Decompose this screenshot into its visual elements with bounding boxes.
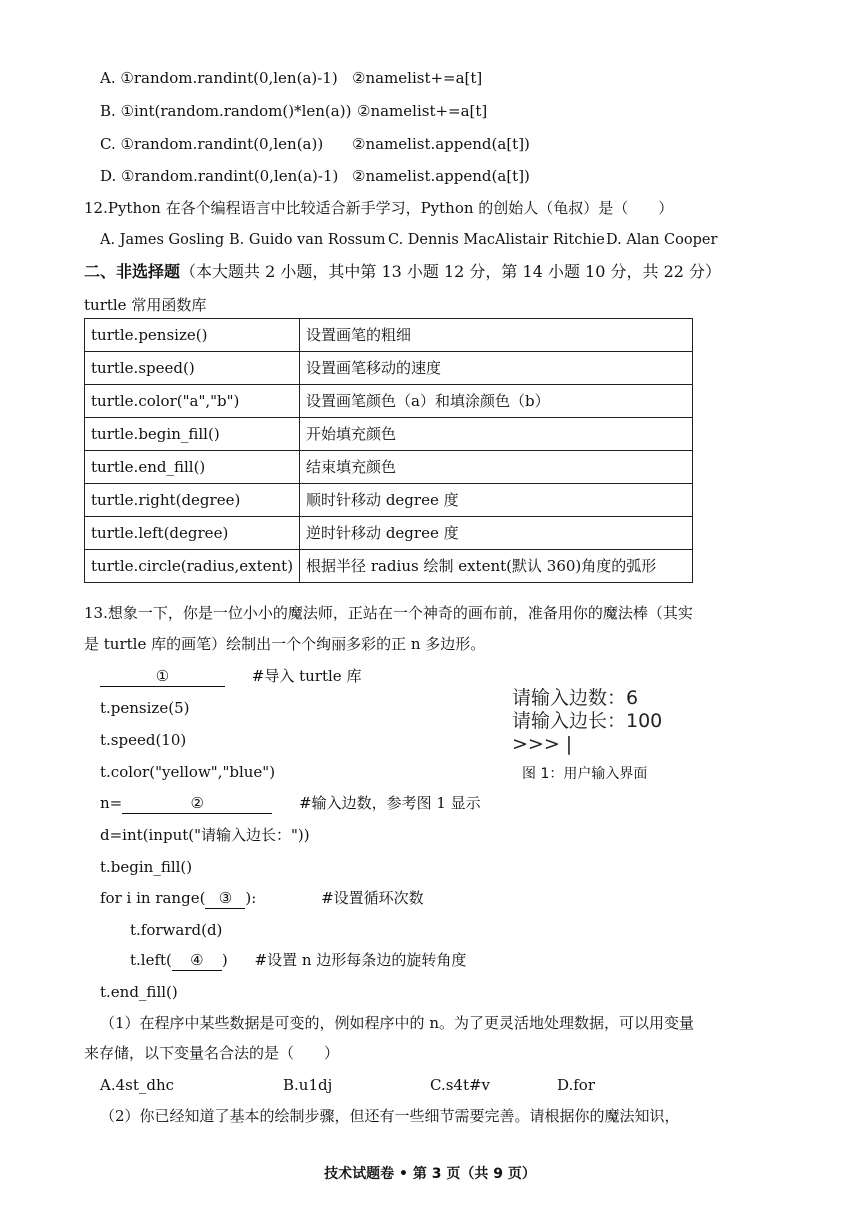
func-desc: 设置画笔颜色（a）和填涂颜色（b） [300, 385, 693, 418]
section2-heading [84, 262, 721, 282]
table-row [85, 484, 693, 517]
turtle-function-table [84, 318, 693, 583]
q12-option-c: C. Dennis MacAlistair Ritchie [388, 232, 605, 248]
q12-stem: 12.Python 在各个编程语言中比较适合新手学习，Python 的创始人（龟叔）是（ ） [84, 199, 674, 217]
q11-option-b: B. ①int(random.random()*len(a)) [100, 102, 352, 120]
table-row [85, 550, 693, 583]
blank-2: ② [122, 793, 272, 814]
table-row [85, 352, 693, 385]
q13-sub1-option-c: C.s4t#v [430, 1076, 491, 1094]
q11-option-a: A. ①random.randint(0,len(a)-1) [100, 69, 338, 87]
q12-option-b: B. Guido van Rossum [229, 232, 386, 248]
code-line-1 [100, 666, 361, 687]
table-row [85, 517, 693, 550]
func-name: turtle.speed() [85, 352, 300, 385]
q11-option-b-part2: ②namelist+=a[t] [357, 102, 488, 120]
func-name: turtle.color("a","b") [85, 385, 300, 418]
q13-sub2-stem: （2）你已经知道了基本的绘制步骤，但还有一些细节需要完善。请根据你的魔法知识， [100, 1107, 680, 1125]
q11-option-d: D. ①random.randint(0,len(a)-1) [100, 167, 339, 185]
q13-stem-line1: 13.想象一下，你是一位小小的魔法师，正站在一个神奇的画布前，准备用你的魔法棒（其实 [84, 604, 693, 622]
code-comment: #导入 turtle 库 [251, 667, 362, 685]
func-name: turtle.left(degree) [85, 517, 300, 550]
figure-caption: 图 1：用户输入界面 [522, 766, 648, 782]
q13-sub1-option-a: A.4st_dhc [100, 1076, 175, 1094]
code-comment: #设置 n 边形每条边的旋转角度 [254, 951, 467, 969]
func-desc: 顺时针移动 degree 度 [300, 484, 693, 517]
section2-title: 二、非选择题 [84, 262, 181, 281]
func-name: turtle.pensize() [85, 319, 300, 352]
code-line-4: t.color("yellow","blue") [100, 763, 276, 781]
code-line-6: d=int(input("请输入边长：")) [100, 826, 310, 844]
q13-sub1-option-b: B.u1dj [283, 1076, 333, 1094]
code-comment: #设置循环次数 [321, 889, 424, 907]
table-row [85, 418, 693, 451]
blank-3: ③ [205, 888, 245, 909]
q11-option-c: C. ①random.randint(0,len(a)) [100, 135, 324, 153]
func-name: turtle.circle(radius,extent) [85, 550, 300, 583]
q12-option-d: D. Alan Cooper [606, 232, 718, 248]
code-line-11: t.end_fill() [100, 983, 178, 1001]
func-desc: 设置画笔的粗细 [300, 319, 693, 352]
func-desc: 逆时针移动 degree 度 [300, 517, 693, 550]
q11-option-c-part2: ②namelist.append(a[t]) [352, 135, 530, 153]
code-line-2: t.pensize(5) [100, 699, 190, 717]
func-name: turtle.end_fill() [85, 451, 300, 484]
table-row [85, 319, 693, 352]
q13-sub1-stem-line2: 来存储，以下变量名合法的是（ ） [84, 1044, 340, 1062]
section2-desc: （本大题共 2 小题，其中第 13 小题 12 分，第 14 小题 10 分，共 22 分） [180, 262, 722, 281]
q11-option-d-part2: ②namelist.append(a[t]) [352, 167, 530, 185]
q11-option-a-part2: ②namelist+=a[t] [352, 69, 483, 87]
table-row [85, 385, 693, 418]
page-footer: 技术试题卷 • 第 3 页（共 9 页） [324, 1166, 536, 1182]
code-comment: #输入边数，参考图 1 显示 [299, 794, 481, 812]
func-desc: 开始填充颜色 [300, 418, 693, 451]
q13-sub1-option-d: D.for [557, 1076, 596, 1094]
console-figure [512, 687, 662, 756]
code-line-8: for i in range( ③ ): #设置循环次数 [100, 889, 424, 907]
code-line-5: n= ② #输入边数，参考图 1 显示 [100, 794, 481, 812]
q13-stem-line2: 是 turtle 库的画笔）绘制出一个个绚丽多彩的正 n 多边形。 [84, 635, 486, 653]
code-line-7: t.begin_fill() [100, 858, 193, 876]
code-line-10: t.left( ④ ) #设置 n 边形每条边的旋转角度 [130, 951, 467, 969]
func-desc: 根据半径 radius 绘制 extent(默认 360)角度的弧形 [300, 550, 693, 583]
q12-option-a: A. James Gosling [100, 232, 225, 248]
turtle-lib-caption: turtle 常用函数库 [84, 296, 207, 314]
func-desc: 设置画笔移动的速度 [300, 352, 693, 385]
func-name: turtle.right(degree) [85, 484, 300, 517]
console-line: 请输入边数：6 [512, 687, 639, 709]
q13-sub1-stem-line1: （1）在程序中某些数据是可变的，例如程序中的 n。为了更灵活地处理数据，可以用变量 [100, 1014, 694, 1032]
code-line-9: t.forward(d) [130, 921, 223, 939]
console-line: 请输入边长：100 [512, 710, 663, 732]
func-name: turtle.begin_fill() [85, 418, 300, 451]
blank-1: ① [100, 666, 225, 687]
console-prompt: >>> | [512, 733, 573, 755]
func-desc: 结束填充颜色 [300, 451, 693, 484]
blank-4: ④ [172, 950, 222, 971]
code-line-3: t.speed(10) [100, 731, 187, 749]
table-row [85, 451, 693, 484]
